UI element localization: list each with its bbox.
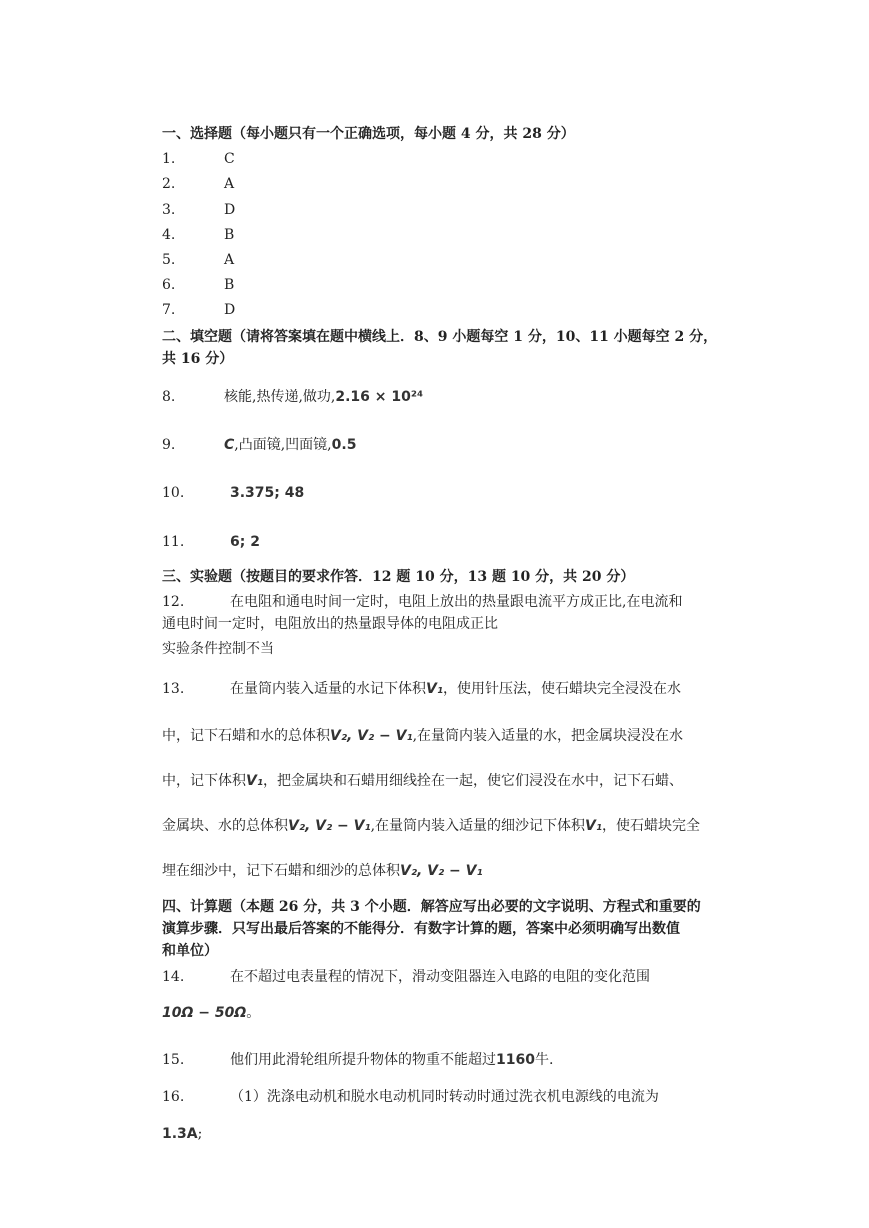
answer-text: 牛. — [534, 1052, 554, 1068]
question-number: 9. — [162, 437, 176, 453]
question-number: 8. — [162, 389, 176, 405]
answer-row — [162, 679, 681, 699]
section2-heading-line2: 共 16 分） — [162, 351, 234, 367]
answer-row — [162, 250, 234, 270]
section4-heading-line2: 演算步骤．只写出最后答案的不能得分．有数字计算的题，答案中必须明确写出数值 — [162, 921, 680, 937]
answer-row — [162, 149, 235, 169]
answer-row — [162, 1124, 202, 1144]
answer-text: 核能,热传递,做功, — [224, 389, 336, 405]
question-number: 3. — [162, 202, 176, 218]
answer-row — [162, 174, 234, 194]
question-number: 12. — [162, 594, 185, 610]
answer-row — [162, 967, 650, 987]
answer-row — [162, 483, 304, 503]
question-number: 13. — [162, 681, 185, 697]
math-expression: 2.16 × 10²⁴ — [335, 389, 424, 405]
math-expression: V₁ — [585, 818, 602, 834]
answer-row — [162, 387, 423, 407]
section2-heading-line1: 二、填空题（请将答案填在题中横线上．8、9 小题每空 1 分，10、11 小题每空 2 分， — [162, 329, 718, 345]
question-number: 16. — [162, 1089, 185, 1105]
answer-text: ; — [197, 1126, 203, 1142]
math-expression: V₂, V₂ − V₁ — [288, 818, 371, 834]
question-number: 14. — [162, 969, 185, 985]
question-number: 11. — [162, 534, 185, 550]
math-expression: C — [224, 437, 235, 453]
answer-text: 埋在细沙中，记下石蜡和细沙的总体积 — [162, 863, 400, 879]
question-number: 7. — [162, 302, 176, 318]
answer-text: 中，记下体积 — [162, 773, 246, 789]
answer-row — [162, 861, 483, 881]
answer-text: ,凸面镜,凹面镜, — [234, 437, 332, 453]
answer-row — [162, 275, 234, 295]
math-expression: 3.375; 48 — [230, 485, 305, 501]
choice-answer: B — [224, 227, 235, 243]
section4-heading-line3: 和单位） — [162, 943, 218, 959]
answer-row — [162, 435, 356, 455]
answer-row — [162, 532, 260, 552]
answer-row — [162, 200, 235, 220]
answer-row — [162, 1003, 260, 1023]
answer-text: ，使用针压法，使石蜡块完全浸没在水 — [442, 681, 681, 697]
question-number: 1. — [162, 151, 176, 167]
answer-row — [162, 816, 700, 836]
answer-row — [162, 592, 682, 612]
answer-text: 实验条件控制不当 — [162, 641, 274, 657]
choice-answer: D — [224, 202, 236, 218]
answer-row — [162, 1050, 553, 1070]
answer-text: ，把金属块和石蜡用细线拴在一起，使它们浸没在水中，记下石蜡、 — [262, 773, 683, 789]
question-number: 15. — [162, 1052, 185, 1068]
question-number: 2. — [162, 176, 176, 192]
math-expression: V₂, V₂ − V₁ — [330, 728, 413, 744]
question-number: 10. — [162, 485, 185, 501]
answer-text: 在不超过电表量程的情况下，滑动变阻器连入电路的电阻的变化范围 — [230, 969, 650, 985]
question-number: 6. — [162, 277, 176, 293]
answer-text: ,在量筒内装入适量的水，把金属块浸没在水 — [412, 728, 684, 744]
answer-text: 中，记下石蜡和水的总体积 — [162, 728, 330, 744]
choice-answer: A — [224, 176, 235, 192]
answer-row — [162, 225, 234, 245]
question-number: 4. — [162, 227, 176, 243]
math-expression: V₁ — [426, 681, 443, 697]
answer-text: 他们用此滑轮组所提升物体的物重不能超过 — [230, 1052, 496, 1068]
math-expression: 10Ω − 50Ω — [162, 1005, 247, 1021]
math-expression: 1160 — [496, 1052, 535, 1068]
answer-row — [162, 300, 235, 320]
answer-text: 通电时间一定时，电阻放出的热量跟导体的电阻成正比 — [162, 616, 498, 632]
answer-text: ,在量筒内装入适量的细沙记下体积 — [370, 818, 586, 834]
answer-text: ，使石蜡块完全 — [602, 818, 700, 834]
math-expression: V₁ — [246, 773, 263, 789]
answer-text: 金属块、水的总体积 — [162, 818, 288, 834]
question-number: 5. — [162, 252, 176, 268]
choice-answer: D — [224, 302, 236, 318]
choice-answer: A — [224, 252, 235, 268]
math-expression: 6; 2 — [230, 534, 260, 550]
math-expression: 0.5 — [331, 437, 357, 453]
section3-heading: 三、实验题（按题目的要求作答．12 题 10 分，13 题 10 分，共 20 分） — [162, 569, 635, 585]
answer-row — [162, 1087, 659, 1107]
answer-text: 在量筒内装入适量的水记下体积 — [230, 681, 426, 697]
math-expression: 1.3A — [162, 1126, 198, 1142]
answer-row — [162, 726, 683, 746]
section1-heading: 一、选择题（每小题只有一个正确选项，每小题 4 分，共 28 分） — [162, 126, 575, 142]
choice-answer: B — [224, 277, 235, 293]
answer-row — [162, 771, 683, 791]
answer-text: 。 — [246, 1005, 261, 1021]
answer-text: 在电阻和通电时间一定时，电阻上放出的热量跟电流平方成正比,在电流和 — [230, 594, 683, 610]
answer-text: （1）洗涤电动机和脱水电动机同时转动时通过洗衣机电源线的电流为 — [230, 1089, 659, 1105]
choice-answer: C — [224, 151, 235, 167]
math-expression: V₂, V₂ − V₁ — [400, 863, 483, 879]
section4-heading-line1: 四、计算题（本题 26 分，共 3 个小题．解答应写出必要的文字说明、方程式和重要的 — [162, 899, 701, 915]
